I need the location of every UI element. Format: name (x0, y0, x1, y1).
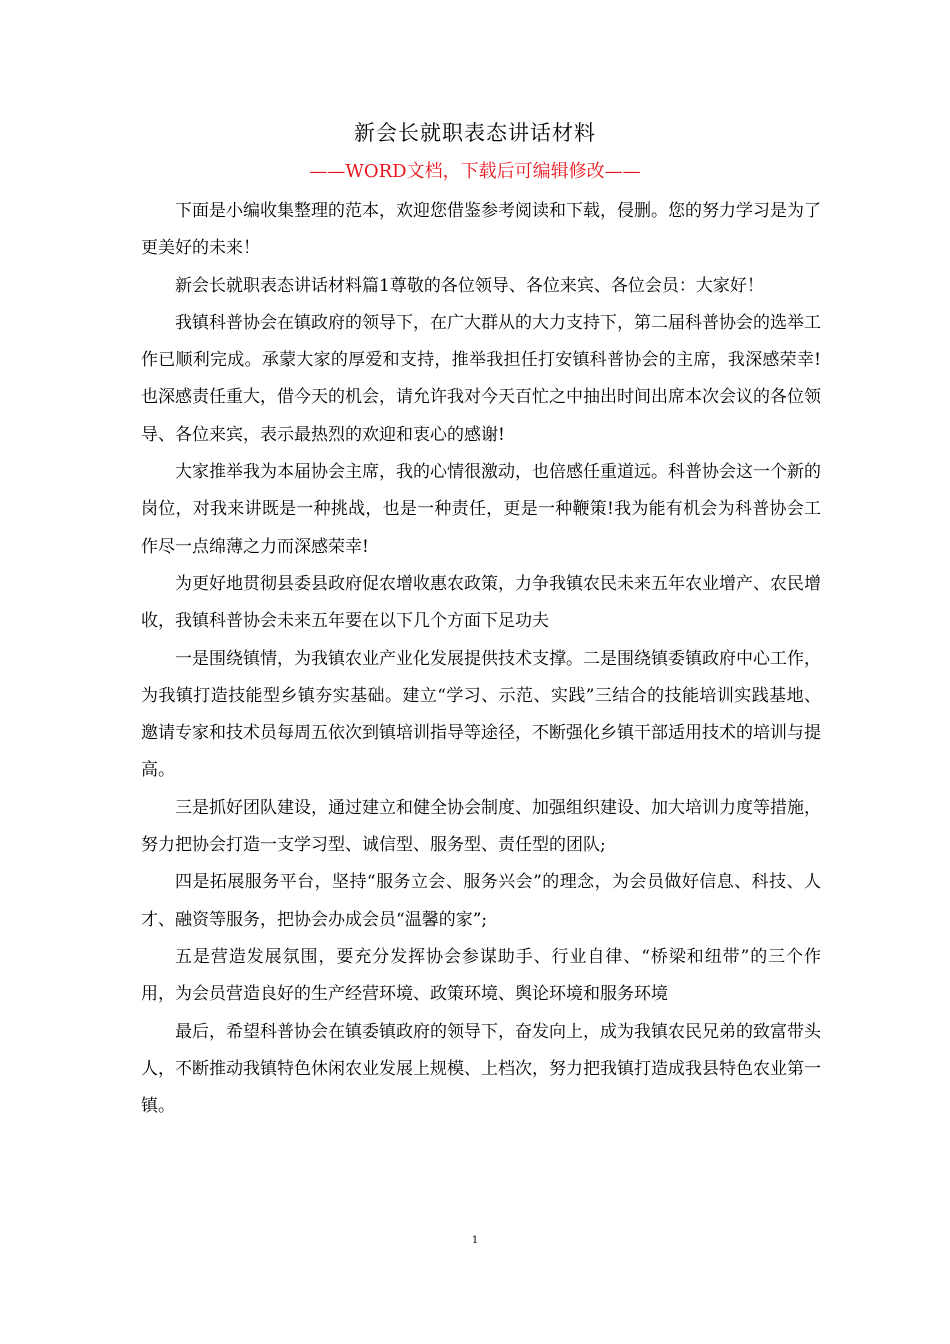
paragraph-closing: 最后，希望科普协会在镇委镇政府的领导下，奋发向上，成为我镇农民兄弟的致富带头人，不断推动我镇特色休闲农业发展上规模、上档次，努力把我镇打造成我县特色农业第一镇。 (141, 1021, 821, 1117)
paragraph: 五是营造发展氛围，要充分发挥协会参谋助手、行业自律、“桥梁和纽带”的三个作用，为会员营造良好的生产经营环境、政策环境、舆论环境和服务环境 (141, 946, 821, 1005)
paragraph-intro: 下面是小编收集整理的范本，欢迎您借鉴参考阅读和下载，侵删。您的努力学习是为了更美好的未来！ (141, 201, 821, 259)
paragraph: 四是拓展服务平台，坚持“服务立会、服务兴会”的理念，为会员做好信息、科技、人才、融资等服务，把协会办成会员“温馨的家”; (141, 872, 821, 930)
page-number: 1 (471, 1235, 479, 1246)
paragraph: 三是抓好团队建设，通过建立和健全协会制度、加强组织建设、加大培训力度等措施，努力把协会打造一支学习型、诚信型、服务型、责任型的团队; (141, 797, 821, 856)
paragraph-salutation: 新会长就职表态讲话材料篇1尊敬的各位领导、各位来宾、各位会员：大家好！ (175, 275, 764, 296)
document-subtitle: ——WORD文档，下载后可编辑修改—— (309, 161, 641, 182)
paragraph: 我镇科普协会在镇政府的领导下，在广大群从的大力支持下，第二届科普协会的选举工作已顺利完成。承蒙大家的厚爱和支持，推举我担任打安镇科普协会的主席，我深感荣幸!也深感责任重大，借今天的机会，请允许我对今天百忙之中抽出时间出席本次会议的各位领导、各位来宾，表示最热烈的欢迎和衷心的感谢! (141, 312, 821, 445)
paragraph: 为更好地贯彻县委县政府促农增收惠农政策，力争我镇农民未来五年农业增产、农民增收，我镇科普协会未来五年要在以下几个方面下足功夫 (141, 573, 821, 632)
document-title: 新会长就职表态讲话材料 (354, 121, 596, 145)
paragraph: 一是围绕镇情，为我镇农业产业化发展提供技术支撑。二是围绕镇委镇政府中心工作，为我镇打造技能型乡镇夯实基础。建立“学习、示范、实践”三结合的技能培训实践基地、邀请专家和技术员每周五依次到镇培训指导等途径，不断强化乡镇干部适用技术的培训与提高。 (141, 648, 821, 781)
document-body (141, 193, 821, 1125)
paragraph: 大家推举我为本届协会主席，我的心情很激动，也倍感任重道远。科普协会这一个新的岗位，对我来讲既是一种挑战，也是一种责任，更是一种鞭策!我为能有机会为科普协会工作尽一点绵薄之力而深感荣幸! (141, 462, 821, 557)
